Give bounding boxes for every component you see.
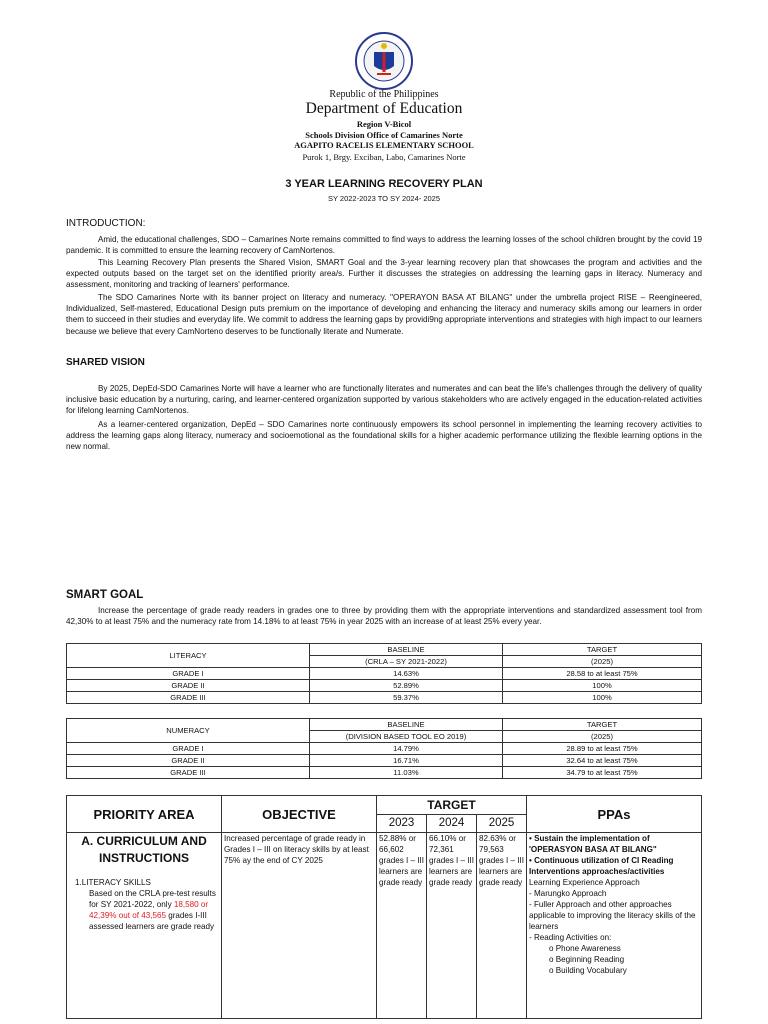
table-row	[67, 755, 702, 767]
target-2024-cell: 66.10% or 72,361 grades I – III learners are grade ready	[427, 833, 477, 1019]
sub-title: 1.LITERACY SKILLS	[75, 878, 151, 887]
baseline-cell: 11.03%	[310, 767, 503, 779]
year-2025: 2025	[477, 815, 527, 833]
recovery-plan-table	[66, 795, 702, 1019]
deped-seal-logo	[355, 32, 413, 90]
literacy-target-header: TARGET	[503, 644, 702, 656]
baseline-cell: 52.89%	[310, 680, 503, 692]
division-line: Schools Division Office of Camarines Norte	[305, 130, 463, 140]
intro-heading: INTRODUCTION:	[66, 218, 146, 229]
target-header: TARGET	[377, 796, 527, 815]
table-row	[67, 743, 702, 755]
intro-paragraph-3: The SDO Camarines Norte with its banner project on literacy and numeracy. "OPERAYON BASA AT BILANG" under the umbrella project RISE – Reengineered, Individualized, Self-mastered, Educational Design puts premium on the importance of developing and enhancing the literacy and numeracy skills among our learners in order them to succeed in their studies and everyday life. We commit to address the learning gaps by providi9ng appropriate interventions and strategies with high impact to our learners because we believe that every CamNorteno deserves to be functionally literate and Numerate.	[66, 293, 703, 336]
grade-cell: GRADE III	[67, 767, 310, 779]
grade-cell: GRADE I	[67, 743, 310, 755]
ppa-dash-1: - Marungko Approach	[529, 889, 607, 898]
grade-cell: GRADE II	[67, 680, 310, 692]
intro-paragraph-2: This Learning Recovery Plan presents the Shared Vision, SMART Goal and the 3-year learning recovery plan that showcases the program and activities and the expected outputs based on the target set on the identified priority area/s. Further it discusses the strategies on addressing the learning gaps in literacy. Numeracy and assessment, monitoring and tracking of learners' performance.	[66, 258, 702, 290]
smart-goal-heading: SMART GOAL	[66, 589, 144, 601]
vision-paragraph-1: By 2025, DepEd-SDO Camarines Norte will have a learner who are functionally literates and numerates and can beat the life's challenges through the delivery of quality inclusive basic education by a nurturing, caring, and learner-centered organization supported by various stakeholders who are actively engaged in the education-related activities for lifelong learning CamNortenos.	[66, 384, 702, 416]
school-name: AGAPITO RACELIS ELEMENTARY SCHOOL	[294, 140, 474, 150]
ppa-dash-2: - Fuller Approach and other approaches applicable to improving the literacy skills of the learners	[529, 900, 696, 931]
ppa-bullet-1: • Sustain the implementation of 'OPERASYON BASA AT BILANG"	[529, 834, 657, 854]
smart-goal-paragraph: Increase the percentage of grade ready readers in grades one to three by providing them with the appropriate interventions and standardized assessment tool from 42,30% to at least 75% and the numeracy rate from 14.18% to at least 75% in year 2025 with an increase of at least 25% every year.	[66, 606, 702, 627]
ppa-bullet-2: • Continuous utilization of CI Reading Interventions approaches/activities	[529, 856, 674, 876]
table-row	[67, 692, 702, 704]
grade-cell: GRADE I	[67, 668, 310, 680]
area-title: A. CURRICULUM AND INSTRUCTIONS	[81, 834, 207, 865]
grade-cell: GRADE III	[67, 692, 310, 704]
numeracy-label: NUMERACY	[67, 719, 310, 743]
objective-cell: Increased percentage of grade ready in Grades I – III on literacy skills by at least 75% ay the end of CY 2025	[222, 833, 377, 1019]
sub-text-2: grades I-III assessed learners are grade ready	[89, 911, 215, 931]
objective-header: OBJECTIVE	[222, 796, 377, 833]
literacy-table	[66, 643, 702, 704]
baseline-cell: 14.63%	[310, 668, 503, 680]
vision-heading: SHARED VISION	[66, 357, 145, 368]
ppa-sub-1: o Phone Awareness	[549, 944, 621, 953]
literacy-label: LITERACY	[67, 644, 310, 668]
numeracy-target-year: (2025)	[503, 731, 702, 743]
vision-paragraph-2: As a learner-centered organization, DepEd – SDO Camarines norte continuously empowers its school personnel in implementing the learning recovery activities to address the learning gaps along literacy, numeracy and socioemotional as the foundational skills for a higher academic performance utilizing the flexible learning options in the new normal.	[66, 420, 702, 452]
target-cell: 34.79 to at least 75%	[503, 767, 702, 779]
plan-title: 3 YEAR LEARNING RECOVERY PLAN	[285, 178, 483, 190]
table-row	[67, 668, 702, 680]
region-line: Region V-Bicol	[356, 119, 412, 129]
ppa-sub-2: o Beginning Reading	[549, 955, 625, 964]
literacy-baseline-source: (CRLA – SY 2021-2022)	[310, 656, 503, 668]
ppas-cell	[527, 833, 702, 1019]
target-cell: 100%	[503, 692, 702, 704]
ppa-dash-3: - Reading Activities on:	[529, 933, 612, 942]
numeracy-baseline-source: (DIVISION BASED TOOL EO 2019)	[310, 731, 503, 743]
literacy-target-year: (2025)	[503, 656, 702, 668]
priority-area-header: PRIORITY AREA	[67, 796, 222, 833]
sub-text-1: Based on the CRLA pre-test results for SY 2021-2022, only	[89, 889, 216, 909]
target-cell: 100%	[503, 680, 702, 692]
school-address: Purok 1, Brgy. Exciban, Labo, Camarines Norte	[302, 152, 466, 162]
table-row	[67, 680, 702, 692]
ppa-line-1: Learning Experience Approach	[529, 878, 640, 887]
ppa-sub-3: o Building Vocabulary	[549, 966, 627, 975]
numeracy-table	[66, 718, 702, 779]
highlighted-count: 18,580 or 42,39% out of 43,565	[89, 900, 209, 920]
ppas-header: PPAs	[527, 796, 702, 833]
target-cell: 32.64 to at least 75%	[503, 755, 702, 767]
intro-paragraph-1: Amid, the educational challenges, SDO – Camarines Norte remains committed to find ways to address the learning losses of the school children brought by the covid 19 pandemic. It is committed to ensure the learning recovery of CamNortenos.	[66, 235, 702, 256]
year-2024: 2024	[427, 815, 477, 833]
target-cell: 28.58 to at least 75%	[503, 668, 702, 680]
literacy-baseline-header: BASELINE	[310, 644, 503, 656]
department-name: Department of Education	[305, 100, 463, 117]
priority-area-cell	[67, 833, 222, 1019]
table-row	[67, 767, 702, 779]
plan-subtitle: SY 2022-2023 TO SY 2024- 2025	[327, 194, 441, 203]
grade-cell: GRADE II	[67, 755, 310, 767]
numeracy-target-header: TARGET	[503, 719, 702, 731]
baseline-cell: 16.71%	[310, 755, 503, 767]
baseline-cell: 59.37%	[310, 692, 503, 704]
year-2023: 2023	[377, 815, 427, 833]
target-cell: 28.89 to at least 75%	[503, 743, 702, 755]
baseline-cell: 14.79%	[310, 743, 503, 755]
target-2025-cell: 82.63% or 79,563 grades I – III learners are grade ready	[477, 833, 527, 1019]
target-2023-cell: 52.88% or 66,602 grades I – III learners are grade ready	[377, 833, 427, 1019]
numeracy-baseline-header: BASELINE	[310, 719, 503, 731]
republic-line: Republic of the Philippines	[329, 89, 439, 100]
